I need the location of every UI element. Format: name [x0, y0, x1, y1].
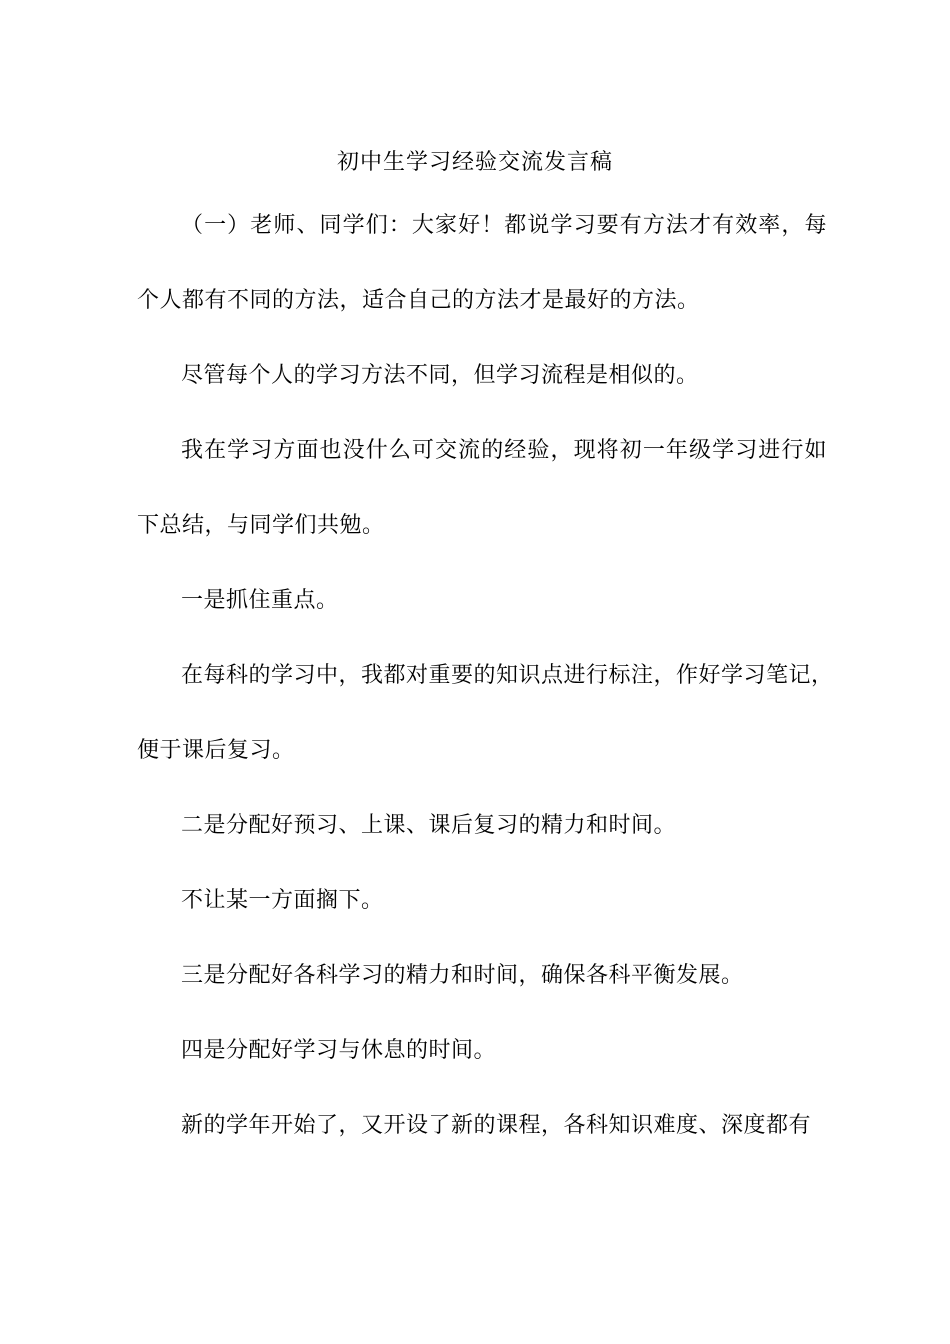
paragraph-line: （一）老师、同学们：大家好！都说学习要有方法才有效率，每	[181, 213, 827, 238]
paragraph-line: 三是分配好各科学习的精力和时间，确保各科平衡发展。	[181, 963, 744, 988]
paragraph-line: 一是抓住重点。	[181, 588, 339, 613]
paragraph-line: 下总结，与同学们共勉。	[137, 513, 385, 538]
paragraph-line: 新的学年开始了，又开设了新的课程，各科知识难度、深度都有	[181, 1113, 812, 1138]
paragraph-line: 二是分配好预习、上课、课后复习的精力和时间。	[181, 813, 677, 838]
paragraph-line: 四是分配好学习与休息的时间。	[181, 1038, 497, 1063]
paragraph-line: 不让某一方面搁下。	[181, 888, 384, 913]
paragraph-line: 便于课后复习。	[137, 738, 295, 763]
paragraph-line: 个人都有不同的方法，适合自己的方法才是最好的方法。	[137, 288, 700, 313]
paragraph-line: 尽管每个人的学习方法不同，但学习流程是相似的。	[181, 363, 699, 388]
document-title: 初中生学习经验交流发言稿	[336, 150, 613, 175]
paragraph-line: 我在学习方面也没什么可交流的经验，现将初一年级学习进行如	[181, 438, 827, 463]
paragraph-line: 在每科的学习中，我都对重要的知识点进行标注，作好学习笔记，	[181, 663, 834, 688]
